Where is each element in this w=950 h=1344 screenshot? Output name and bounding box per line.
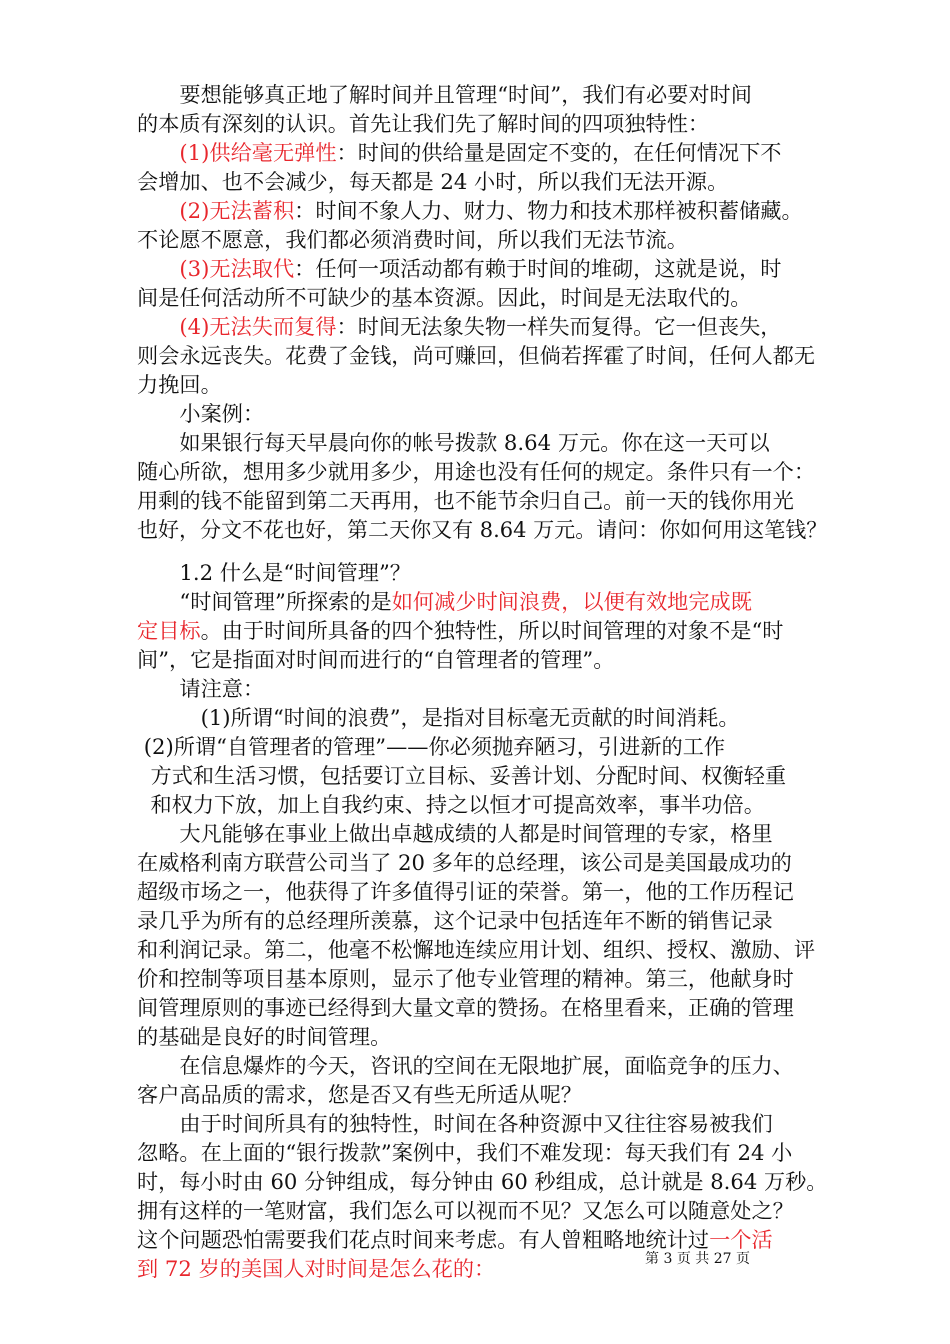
text-line <box>137 964 794 994</box>
text-segment: ：时间无法象失物一样失而复得。它一但丧失， <box>336 314 782 339</box>
text-line <box>137 1022 391 1052</box>
text-line <box>137 457 815 487</box>
text-line <box>137 167 728 197</box>
text-line <box>137 790 765 820</box>
text-segment: 由于时间所具有的独特性，时间在各种资源中又往往容易被我们 <box>137 1111 773 1136</box>
text-segment: 录几乎为所有的总经理所羡慕，这个记录中包括连年不断的销售记录 <box>137 908 773 933</box>
highlighted-text: 一个活 <box>709 1227 773 1252</box>
text-segment: 。由于时间所具备的四个独特性，所以时间管理的对象不是“时 <box>200 618 784 643</box>
highlighted-text: (4)无法失而复得 <box>179 314 337 339</box>
text-line <box>137 196 803 226</box>
text-segment: 力挽回。 <box>137 372 222 397</box>
text-segment: 拥有这样的一笔财富，我们怎么可以视而不见？又怎么可以随意处之？ <box>137 1198 794 1223</box>
highlighted-text: 如何减少时间浪费，以便有效地完成既 <box>391 589 752 614</box>
text-segment: 也好，分文不花也好，第二天你又有 8.64 万元。请问：你如何用这笔钱？ <box>137 517 828 542</box>
text-segment: 用剩的钱不能留到第二天再用，也不能节余归自己。前一天的钱你用光 <box>137 488 794 513</box>
text-line <box>137 703 740 733</box>
text-segment: 请注意： <box>137 676 265 701</box>
text-segment: 的基础是良好的时间管理。 <box>137 1024 392 1049</box>
text-line <box>137 761 786 791</box>
text-segment: 客户高品质的需求，您是否又有些无所适从呢？ <box>137 1082 582 1107</box>
text-line <box>137 1167 827 1197</box>
text-segment: 超级市场之一，他获得了许多值得引证的荣誉。第一，他的工作历程记 <box>137 879 794 904</box>
text-line <box>137 109 709 139</box>
text-segment: 时，每小时由 60 分钟组成，每分钟由 60 秒组成，总计就是 8.64 万秒。 <box>137 1169 828 1194</box>
text-line <box>137 225 688 255</box>
text-segment: 随心所欲，想用多少就用多少，用途也没有任何的规定。条件只有一个： <box>137 459 816 484</box>
text-line <box>137 1080 582 1110</box>
text-segment: 在威格利南方联营公司当了 20 多年的总经理，该公司是美国最成功的 <box>137 850 792 875</box>
text-line <box>137 587 752 617</box>
text-line <box>137 312 781 342</box>
text-line <box>137 848 792 878</box>
text-line <box>137 254 781 284</box>
text-line <box>137 819 773 849</box>
text-segment <box>137 314 179 339</box>
text-line <box>137 674 264 704</box>
text-line <box>137 138 781 168</box>
text-segment: 这个问题恐怕需要我们花点时间来考虑。有人曾粗略地统计过 <box>137 1227 710 1252</box>
text-segment: ：时间的供给量是固定不变的，在任何情况下不 <box>336 140 782 165</box>
text-segment: 不论愿不愿意，我们都必须消费时间，所以我们无法节流。 <box>137 227 688 252</box>
text-segment: “时间管理”所探索的是 <box>137 589 392 614</box>
text-segment: 忽略。在上面的“银行拨款”案例中，我们不难发现：每天我们有 24 小 <box>137 1140 793 1165</box>
text-line <box>137 732 725 762</box>
text-segment: 的本质有深刻的认识。首先让我们先了解时间的四项独特性： <box>137 111 710 136</box>
text-segment: 方式和生活习惯，包括要订立目标、妥善计划、分配时间、权衡轻重 <box>137 763 787 788</box>
text-line <box>137 370 222 400</box>
text-line <box>137 1138 792 1168</box>
text-segment: (1)所谓“时间的浪费”，是指对目标毫无贡献的时间消耗。 <box>137 705 740 730</box>
highlighted-text: 定目标 <box>137 618 201 643</box>
text-segment: ：时间不象人力、财力、物力和技术那样被积蓄储藏。 <box>294 198 803 223</box>
text-segment: 间管理原则的事迹已经得到大量文章的赞扬。在格里看来，正确的管理 <box>137 995 794 1020</box>
text-line <box>137 993 794 1023</box>
text-line <box>137 616 783 646</box>
text-segment: 要想能够真正地了解时间并且管理“时间”，我们有必要对时间 <box>137 82 752 107</box>
text-line <box>137 399 264 429</box>
text-segment: 价和控制等项目基本原则，显示了他专业管理的精神。第三，他献身时 <box>137 966 794 991</box>
text-segment <box>137 256 179 281</box>
text-line <box>137 877 794 907</box>
text-segment: 大凡能够在事业上做出卓越成绩的人都是时间管理的专家，格里 <box>137 821 773 846</box>
text-segment: 会增加、也不会减少，每天都是 24 小时，所以我们无法开源。 <box>137 169 729 194</box>
text-line <box>137 906 773 936</box>
text-line <box>137 1196 794 1226</box>
text-line <box>137 645 614 675</box>
text-segment <box>137 198 179 223</box>
text-line <box>137 80 752 110</box>
text-segment: 和利润记录。第二，他毫不松懈地连续应用计划、组织、授权、激励、评 <box>137 937 816 962</box>
text-segment: ：任何一项活动都有赖于时间的堆砌，这就是说，时 <box>294 256 782 281</box>
text-line <box>137 515 827 545</box>
highlighted-text: (2)无法蓄积 <box>179 198 295 223</box>
highlighted-text: (3)无法取代 <box>179 256 295 281</box>
page-number: 第 3 页 共 27 页 <box>645 1251 750 1267</box>
text-segment: 如果银行每天早晨向你的帐号拨款 8.64 万元。你在这一天可以 <box>137 430 770 455</box>
text-segment: 和权力下放，加上自我约束、持之以恒才可提高效率，事半功倍。 <box>137 792 765 817</box>
text-line <box>137 341 815 371</box>
text-line <box>137 935 815 965</box>
text-segment: 间”，它是指面对时间而进行的“自管理者的管理”。 <box>137 647 615 672</box>
text-segment: 则会永远丧失。花费了金钱，尚可赚回，但倘若挥霍了时间，任何人都无 <box>137 343 816 368</box>
text-segment: (2)所谓“自管理者的管理”——你必须抛弃陋习，引进新的工作 <box>137 734 726 759</box>
text-segment: 在信息爆炸的今天，咨讯的空间在无限地扩展，面临竞争的压力、 <box>137 1053 794 1078</box>
text-segment: 1.2 什么是“时间管理”？ <box>137 560 411 585</box>
text-line <box>137 283 751 313</box>
text-line <box>137 428 770 458</box>
highlighted-text: (1)供给毫无弹性 <box>179 140 337 165</box>
text-segment: 小案例： <box>137 401 265 426</box>
text-segment: 间是任何活动所不可缺少的基本资源。因此，时间是无法取代的。 <box>137 285 752 310</box>
text-line <box>137 1051 794 1081</box>
text-segment <box>137 140 179 165</box>
text-line <box>137 1109 773 1139</box>
text-line <box>137 558 411 588</box>
highlighted-text: 到 72 岁的美国人对时间是怎么花的： <box>137 1256 496 1281</box>
text-line <box>137 486 794 516</box>
